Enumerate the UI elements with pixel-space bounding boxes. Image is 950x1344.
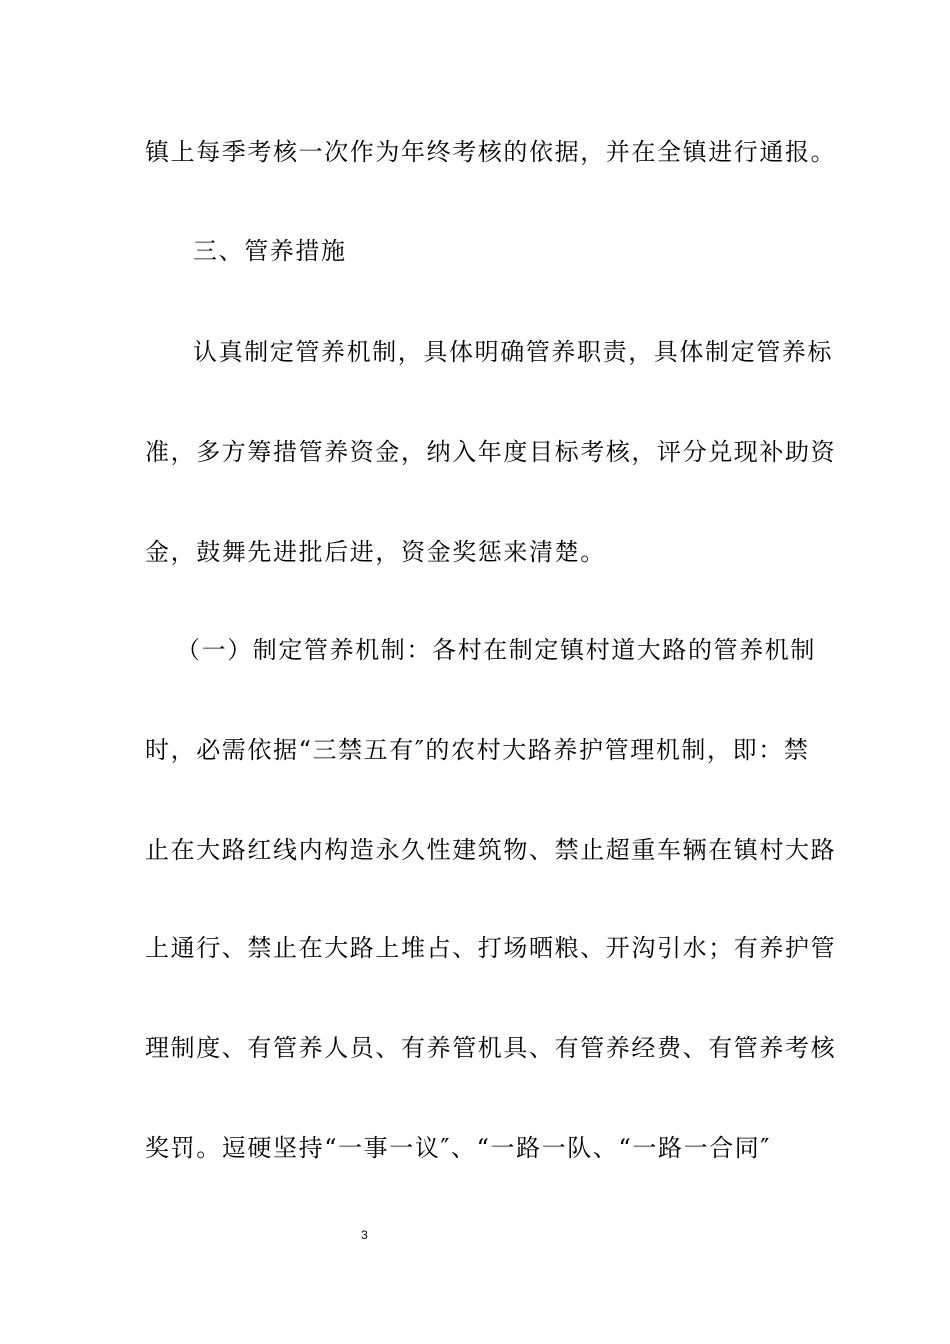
text-line-9: 上通行、禁止在大路上堆占、打场晒粮、开沟引水；有养护管: [145, 934, 837, 962]
text-line-1: 镇上每季考核一次作为年终考核的依据，并在全镇进行通报。: [145, 138, 837, 166]
text-line-4: 准，多方筹措管养资金，纳入年度目标考核，评分兑现补助资: [145, 438, 837, 466]
text-line-3: 认真制定管养机制，具体明确管养职责，具体制定管养标: [193, 338, 833, 366]
text-line-5: 金，鼓舞先进批后进，资金奖惩来清楚。: [145, 538, 606, 566]
page-number: 3: [361, 1228, 368, 1242]
text-line-6: （一）制定管养机制：各村在制定镇村道大路的管养机制: [176, 636, 816, 664]
text-line-7: 时，必需依据“三禁五有″的农村大路养护管理机制，即：禁: [145, 736, 810, 764]
section-heading: 三、管养措施: [193, 237, 347, 265]
text-line-8: 止在大路红线内构造永久性建筑物、禁止超重车辆在镇村大路: [145, 836, 837, 864]
text-line-11: 奖罚。逗硬坚持“一事一议″、“一路一队、“一路一合同″: [145, 1134, 771, 1162]
text-line-10: 理制度、有管养人员、有养管机具、有管养经费、有管养考核: [145, 1034, 837, 1062]
